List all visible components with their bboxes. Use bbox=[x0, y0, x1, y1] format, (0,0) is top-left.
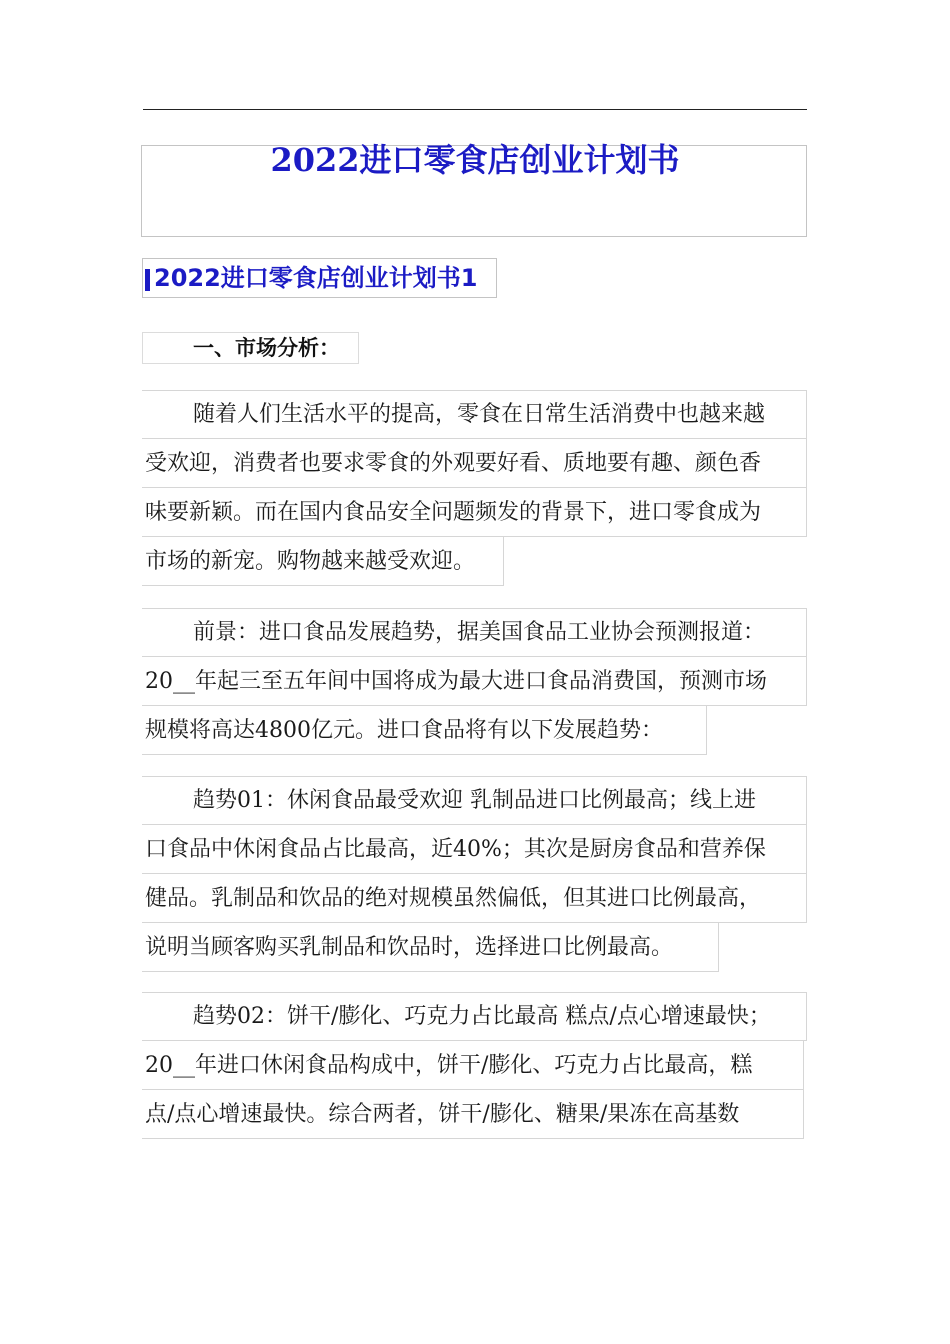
paragraph-line: 前景：进口食品发展趋势，据美国食品工业协会预测报道： bbox=[193, 620, 766, 645]
document-title: 2022进口零食店创业计划书 bbox=[270, 141, 680, 179]
document-subtitle: 2022进口零食店创业计划书1 bbox=[154, 264, 478, 292]
paragraph-line: 口食品中休闲食品占比最高，近40%；其次是厨房食品和营养保 bbox=[145, 837, 766, 862]
text-cursor-marker bbox=[145, 269, 150, 291]
paragraph-line: 20__年起三至五年间中国将成为最大进口食品消费国，预测市场 bbox=[145, 669, 767, 694]
paragraph-line: 受欢迎，消费者也要求零食的外观要好看、质地要有趣、颜色香 bbox=[145, 451, 762, 476]
paragraph-line: 趋势02：饼干/膨化、巧克力占比最高 糕点/点心增速最快； bbox=[193, 1004, 771, 1029]
paragraph-line: 随着人们生活水平的提高，零食在日常生活消费中也越来越 bbox=[193, 402, 766, 427]
paragraph-line: 点/点心增速最快。综合两者，饼干/膨化、糖果/果冻在高基数 bbox=[145, 1102, 740, 1127]
paragraph-line: 味要新颖。而在国内食品安全问题频发的背景下，进口零食成为 bbox=[145, 500, 762, 525]
section-heading: 一、市场分析： bbox=[193, 336, 340, 360]
paragraph-line: 说明当顾客购买乳制品和饮品时，选择进口比例最高。 bbox=[145, 935, 674, 960]
paragraph-line: 20__年进口休闲食品构成中，饼干/膨化、巧克力占比最高，糕 bbox=[145, 1053, 753, 1078]
paragraph-line: 健品。乳制品和饮品的绝对规模虽然偏低，但其进口比例最高， bbox=[145, 886, 762, 911]
paragraph-line: 趋势01：休闲食品最受欢迎 乳制品进口比例最高；线上进 bbox=[193, 788, 756, 813]
header-rule bbox=[143, 109, 807, 110]
paragraph-line: 市场的新宠。购物越来越受欢迎。 bbox=[145, 549, 476, 574]
paragraph-line: 规模将高达4800亿元。进口食品将有以下发展趋势： bbox=[145, 718, 663, 743]
